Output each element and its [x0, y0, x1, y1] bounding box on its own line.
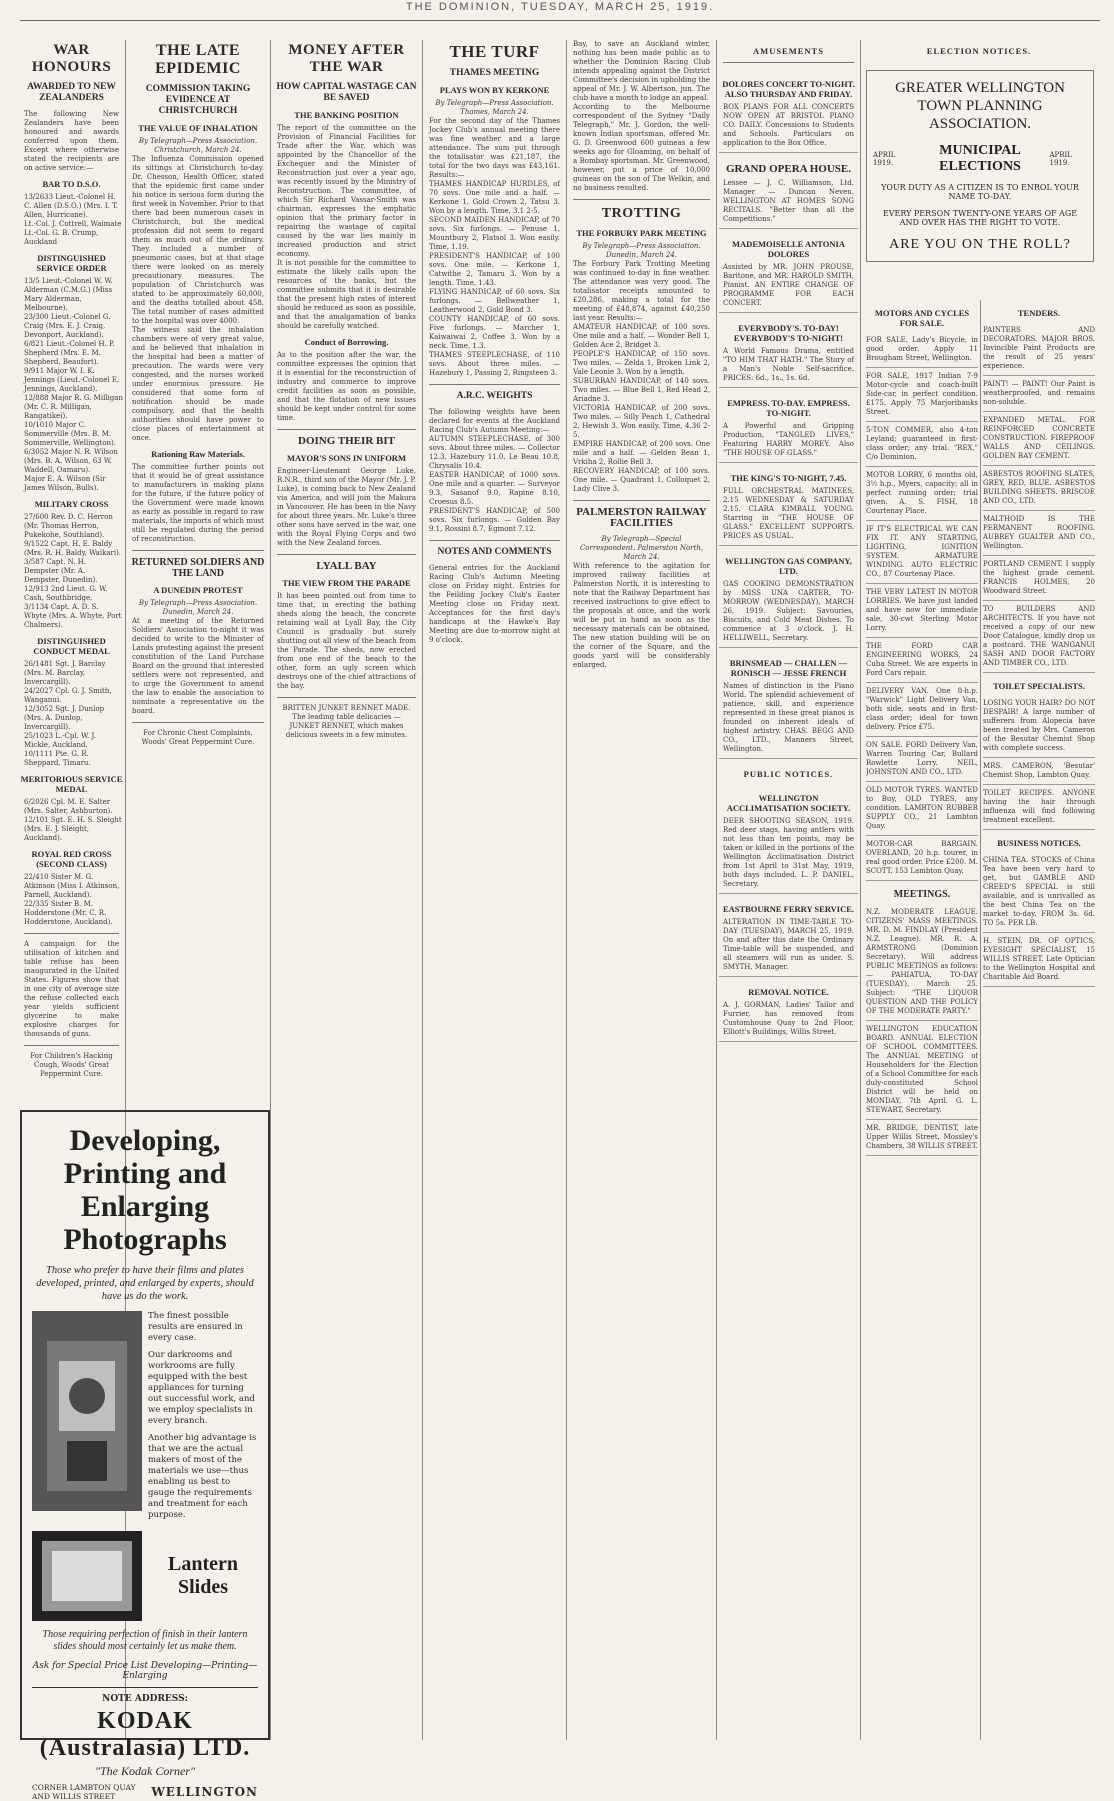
paragraph: At a meeting of the Returned Soldiers' Association to-night it was decided to write to the Minister of Lands protesting against the present constitution of the Land Purchase Board on the ground that interested settlers were not represented, and to urge the Government to amend the law to enable the association to nominate a representative on the board. — [132, 617, 264, 715]
paragraph: The report of the committee on the Provision of Financial Facilities for Trade after the War, which was appointed by the Chancellor of the Exchequer and the Minister of Reconstruction just over a year ago, was recently issued by the Ministry of Reconstruction. The committee, of which Sir Richard Vassar-Smith was chairman, expresses the emphatic opinion that the primary factor in repairing the wastage of capital caused by the war lies mainly in increased production and strict economy. — [277, 124, 416, 258]
race-result: THAMES STEEPLECHASE, of 110 sovs. About three miles. — Hazebury 1, Passing 2, Ringsteen 3. — [429, 351, 560, 377]
column-motors — [866, 300, 978, 1740]
race-result: FLYING HANDICAP, of 60 sovs. Six furlongs. — Bellweather 1, Leatherwood 2, Gold Bond 3. — [429, 288, 560, 314]
kodak-advertisement — [20, 1110, 270, 1801]
meeting-notice: WELLINGTON EDUCATION BOARD. ANNUAL ELECTION OF SCHOOL COMMITTEES. The ANNUAL MEETING of Householders for the Election of a School Committee for each duly-constituted School District will be held on MONDAY, 7th April. G. L. STEWART, Secretary. — [866, 1021, 978, 1120]
section-title: THE TURF — [449, 42, 540, 61]
subheading: MILITARY CROSS — [34, 499, 109, 509]
paragraph: General entries for the Auckland Racing Club's Autumn Meeting close on Friday night. Entries for the Feilding Jockey Club's Easter Meeting close on Friday next. Acceptances for the first day's handicaps at the Hawke's Bay Meeting are due to-morrow night at 9 o'clock. — [429, 564, 560, 644]
section-subtitle: THAMES MEETING — [449, 68, 540, 78]
ad-paragraph: Our darkrooms and workrooms are fully equipped with the best appliances for turning out successful work, and we employ specialists in every branch. — [148, 1350, 255, 1426]
tender-ad: PAINTERS AND DECORATORS. MAJOR BROS. Invincible Paint Products are the result of 25 years' experience. — [983, 322, 1095, 376]
association-name: GREATER WELLINGTON TOWN PLANNING ASSOCIATION. — [895, 80, 1065, 132]
ad-body: FULL ORCHESTRAL MATINEES, 2.15 WEDNESDAY & SATURDAY 2.15. CLARA KIMBALL YOUNG. Starring in "THE HOUSE OF GLASS." EXCELLENT SUPPORTS. PRICES AS USUAL. — [723, 487, 854, 540]
ad-headline: Developing, Printing and Enlarging Photographs — [63, 1124, 227, 1256]
byline: By Telegraph—Press Association. Dunedin, March 24. — [582, 242, 701, 259]
ad-title: THE KING'S TO-NIGHT, 7.45. — [730, 473, 847, 483]
subheading: THE FORBURY PARK MEETING — [576, 228, 707, 238]
column-war-honours — [20, 40, 123, 1120]
ad-title: BRINSMEAD — CHALLEN — RONISCH — JESSE FRENCH — [729, 658, 848, 678]
subheading: DISTINGUISHED SERVICE ORDER — [36, 253, 107, 273]
divider — [429, 384, 560, 385]
tender-ad: PORTLAND CEMENT. I supply the highest grade cement. FRANCIS HOLMES, 20 Woodward Street. — [983, 556, 1095, 601]
ad-title: MADEMOISELLE ANTONIA DOLORES — [732, 239, 845, 259]
date-left: APRIL 1919. — [873, 151, 896, 167]
paragraph: The following weights have been declared for events at the Auckland Racing Club's Autumn Meeting:— — [429, 408, 560, 434]
divider — [573, 500, 710, 501]
amusement-ad — [719, 69, 858, 153]
tender-ad: PAINT! — PAINT! Our Paint is weatherproofed, and remains non-soluble. — [983, 376, 1095, 412]
section-heading: PUBLIC NOTICES. — [743, 769, 834, 779]
ad-body: BOX PLANS FOR ALL CONCERTS NOW OPEN AT BRISTOL PIANO CO. DAILY. Concessions to Students and Schools. Particulars on application to the Box Office. — [723, 103, 854, 147]
section-title: WAR HONOURS — [31, 42, 112, 75]
notice-text: For Chronic Chest Complaints, Woods' Great Peppermint Cure. — [141, 729, 255, 746]
divider — [24, 933, 119, 934]
section-title: A.R.C. WEIGHTS — [456, 391, 533, 401]
ad-title: WELLINGTON GAS COMPANY, LTD. — [725, 556, 852, 576]
column-turf-continued — [569, 40, 714, 1740]
amusement-ad — [719, 313, 858, 388]
list-item: 26/1481 Sgt. J. Barclay (Mrs. M. Barclay, Invercargill). — [24, 660, 106, 686]
subheading: A DUNEDIN PROTEST — [153, 585, 243, 595]
paragraph: With reference to the agitation for improved railway facilities at Palmerston North, it is interesting to note that the Railway Department has received instructions to give effect to the proposals at once, and the work will be put in hand as soon as the necessary materials can be obtained. The new station building will be on the corner of the Square, and the goods yard will be considerably enlarged. — [573, 562, 710, 669]
classified-ad: DELIVERY VAN. One 8-h.p. "Warwick" Light Delivery Van, both side, seats and in first-class order; ideal for town delivery. Price £75. — [866, 683, 978, 737]
ad-title: EMPRESS. TO-DAY. EMPRESS. TO-NIGHT. — [727, 398, 850, 418]
ad-tagline: Those who prefer to have their films and plates developed, printed, and enlarged by experts, should have us do the work. — [36, 1265, 254, 1302]
column-rule — [980, 300, 981, 1740]
paragraph: The Forbury Park Trotting Meeting was continued to-day in fine weather. The attendance was very good. The totalisator receipts amounted to £20,286, making a total for the meeting of £48,874, against £40,250 last year. Results:— — [573, 260, 710, 322]
public-notice — [719, 894, 858, 977]
paragraph: For the second day of the Thames Jockey Club's annual meeting there was fine weather and a large attendance. The sum put through the totalisator was £21,187, the total for the two days was £43,161. Results:— — [429, 117, 560, 179]
divider — [32, 1687, 258, 1688]
section-heading: MEETINGS. — [893, 889, 951, 900]
list-item: 10/1010 Major C. Sommerville (Mrs. B. M. Sommerville, Wellington). — [24, 421, 117, 447]
list-item: 6/3052 Major N. R. Wilson (Mrs. B. A. Wilson, 63 W. Waddell, Oamaru). — [24, 448, 118, 474]
amusement-ad — [719, 229, 858, 313]
brand-tagline: "The Kodak Corner" — [94, 1764, 196, 1778]
divider — [132, 550, 264, 551]
list-item: 12/888 Major R. G. Milligan (Mr. C. R. Milligan, Rangatikei). — [24, 394, 123, 420]
note-label: NOTE ADDRESS: — [102, 1694, 188, 1704]
classified-ad: FOR SALE, 1917 Indian 7-9 Motor-cycle and coach-built Side-car, in perfect condition. £175. Apply 75 Marjoribanks Street. — [866, 368, 978, 422]
divider — [723, 62, 854, 63]
slide-icon — [37, 1536, 137, 1616]
tender-ad: MALTHOID IS THE PERMANENT ROOFING. AUBREY GUALTER AND CO., Wellington. — [983, 511, 1095, 556]
divider — [277, 554, 416, 555]
classified-ad: THE VERY LATEST IN MOTOR LORRIES. We have just landed and have now for immediate sale, 30-cwt Sterling Motor Lorry. — [866, 584, 978, 638]
ad-body: Lessee — J. C. Williamson, Ltd. Manager — Duncan Neven. WELLINGTON AT HOMES SONG RECITALS. "Better than all the Competitions." — [723, 179, 854, 223]
byline: By Telegraph—Press Association. Dunedin, March 24. — [138, 599, 258, 616]
divider — [132, 722, 264, 723]
divider — [24, 1045, 119, 1046]
intro-text: The following New Zealanders have been honoured and awards conferred upon them. Except where otherwise stated the recipients are on active service:— — [24, 110, 119, 172]
list-item: 12/913 2nd Lieut. G. W. Cash, Southbridge. — [24, 585, 108, 602]
subheading: THE BANKING POSITION — [294, 110, 399, 120]
section-heading: BUSINESS NOTICES. — [997, 838, 1081, 848]
address-text: CORNER LAMBTON QUAY AND WILLIS STREET — [32, 1783, 136, 1801]
list-item: 3/587 Capt. N. H. Dempster (Mr. A. Dempster, Dunedin). — [24, 558, 98, 584]
list-item: 13/2633 Lieut.-Colonel H. C. Allen (D.S.O.) (Mrs. I. T. Allen, Hurricane). — [24, 193, 118, 219]
subheading: PLAYS WON BY KERKONE — [439, 85, 550, 95]
race-result: PEOPLE'S HANDICAP, of 150 sovs. Two miles. — Zelda 1, Broken Link 2, Vale Leonie 3. Won by a length. — [573, 350, 710, 376]
meeting-notice: N.Z. MODERATE LEAGUE. CITIZENS' MASS MEETINGS. MR. D. M. FINDLAY (President N.Z. League). MR. R. A. ARMSTRONG (Dominion Secretary). Will address PUBLIC MEETINGS as follows:— PAHIATUA, TO-DAY (TUESDAY), March 25. Subject: "THE LIQUOR QUESTION AND THE POLICY OF THE MODERATE PARTY." — [866, 904, 978, 1021]
list-item: 23/300 Lieut.-Colonel G. Craig (Mrs. E. J. Craig, Devonport, Auckland). — [24, 313, 111, 339]
slides-text: Those requiring perfection of finish in their lantern slides should most certainly let us make them. — [42, 1629, 248, 1652]
section-subtitle: AWARDED TO NEW ZEALANDERS — [27, 82, 116, 103]
amusement-ad — [719, 463, 858, 546]
race-result: COUNTY HANDICAP, of 60 sovs. Five furlongs. — Marcher 1, Kaiwaiwai 2, Coffee 3. Won by a neck. Time, 1.3. — [429, 315, 560, 350]
amusement-ad — [719, 648, 858, 759]
section-heading: TENDERS. — [1017, 308, 1061, 318]
column-rule — [566, 40, 567, 1740]
section-title: LYALL BAY — [316, 560, 377, 572]
weights-item: EASTER HANDICAP, of 1000 sovs. One mile and a quarter. — Surveyor 9.3, Sasanof 9.0, Rapine 8.10, Croesus 8.5. — [429, 471, 560, 506]
ad-body: A World Famous Drama, entitled "TO HIM THAT HATH." The Story of a Man's Noble Self-sacrifice. PRICES: 6d., 1s., 1s. 6d. — [723, 347, 854, 382]
section-heading: TOILET SPECIALISTS. — [993, 681, 1085, 691]
classified-ad: IF IT'S ELECTRICAL WE CAN FIX IT. ANY STARTING, LIGHTING, IGNITION SYSTEM. ARMATURE WINDING. AUTO ELECTRIC CO., 87 Courtenay Place. — [866, 521, 978, 584]
classified-ad: ON SALE. FORD Delivery Van, Warren Touring Car, Bullard Rowlette Lorry. NEIL, JOHNSTON AND CO., LTD. — [866, 737, 978, 782]
column-amusements — [719, 40, 858, 1740]
elections-heading: MUNICIPAL ELECTIONS — [939, 143, 1021, 174]
ad-body: Assisted by MR. JOHN PROUSE, Baritone, and MR. HAROLD SMITH, Pianist. AN ENTIRE CHANGE OF PROGRAMME FOR EACH CONCERT. — [723, 263, 854, 307]
toilet-ad: LOSING YOUR HAIR? DO NOT DESPAIR! A large number of sufferers from Alopecia have been treated by Mrs. Cameron of the Besutar Chemist Shop with complete success. — [983, 695, 1095, 758]
subheading: MAYOR'S SONS IN UNIFORM — [287, 453, 406, 463]
section-title: RETURNED SOLDIERS AND THE LAND — [131, 557, 265, 579]
list-item: 10/1111 Pte. G. R. Sheppard, Timaru. — [24, 750, 91, 767]
closing-text: A campaign for the utilisation of kitchen and table refuse has been inaugurated in the United States. Figures show that in one city of average size the refuse collected each year yields sufficient glycerine to make explosive charges for thousands of guns. — [24, 940, 119, 1038]
classified-ad: MOTOR-CAR BARGAIN. OVERLAND, 20 h.p. tourer, in real good order. Price £200. M. SCOTT, 153 Lambton Quay. — [866, 836, 978, 881]
ask-text: Ask for Special Price List Developing—Printing—Enlarging — [32, 1661, 258, 1681]
paragraph: According to the Melbourne correspondent of the Sydney "Daily Telegraph," Mr. J. Gordon, the well-known Indian sportsman, offered Mr. G. D. Greenwood 600 guineas a few weeks ago for Gloaming, on behalf of a Bombay sportsman. Mr. Greenwood, however, put a price of 10,000 guineas on the son of The Welkin, and no business resulted. — [573, 103, 710, 192]
race-result: AMATEUR HANDICAP, of 100 sovs. One mile and a half. — Wonder Bell 1, Golden Ace 2, Bridget 3. — [573, 323, 710, 349]
column-rule — [270, 40, 271, 1740]
notice-body: ALTERATION IN TIME-TABLE TO-DAY (TUESDAY), MARCH 25, 1919. On and after this date the Ordinary Time-table will be suspended, and all steamers will run as under. S. SMYTH, Manager. — [723, 918, 854, 971]
list-item: 13/5 Lieut.-Colonel W. W. Alderman (C.M.G.) (Miss Mary Alderman, Melbourne). — [24, 277, 113, 312]
section-heading: AMUSEMENTS — [753, 46, 824, 56]
race-result: SECOND MAIDEN HANDICAP, of 70 sovs. Six furlongs. — Penuse 1, Mountbury 2, Flatsol 3. Won easily. Time, 1.19. — [429, 216, 560, 251]
ad-body: GAS COOKING DEMONSTRATION by MISS UNA CARTER, TO-MORROW (WEDNESDAY), MARCH 26, 1919. Subject: Savouries, Biscuits, and Cold Meat Dishes. To commence at 3 o'clock. J. H. HELLIWELL, Secretary. — [723, 580, 854, 642]
amusement-ad — [719, 153, 858, 229]
section-subtitle: HOW CAPITAL WASTAGE CAN BE SAVED — [276, 82, 417, 103]
ad-paragraph: Another big advantage is that we are the actual makers of most of the materials we use—thus enabling us best to gauge the requirements and treatment for each purpose. — [148, 1433, 257, 1520]
divider — [277, 697, 416, 698]
photo-illustration — [32, 1311, 142, 1511]
subheading: THE VIEW FROM THE PARADE — [282, 578, 411, 588]
ad-title: EVERYBODY'S. TO-DAY! EVERYBODY'S TO-NIGHT! — [733, 323, 844, 343]
list-item: 22/410 Sister M. G. Atkinson (Miss I. Atkinson, Parnell, Auckland). — [24, 873, 120, 899]
section-title: DOING THEIR BIT — [298, 435, 395, 447]
race-result: SUBURBAN HANDICAP, of 140 sovs. Two miles. — Blue Bell 1, Red Head 2, Ariadne 3. — [573, 377, 710, 403]
ad-body: Names of distinction in the Piano World. The splendid achievement of patience, skill, and experience represented in these great pianos is founded on inherent ideals of highest artistry. CHAS. BEGG AND CO., LTD., Manners Street, Wellington. — [723, 682, 854, 753]
subheading: DISTINGUISHED CONDUCT MEDAL — [33, 636, 110, 656]
section-title: TROTTING — [601, 206, 682, 221]
list-item: 6/2026 Cpl. M. E. Salter (Mrs. Salter, Ashburton). — [24, 798, 113, 815]
list-item: Major E. A. Wilson (Sir James Wilson, Bulls). — [24, 475, 106, 492]
public-notice — [719, 977, 858, 1042]
paragraph: As to the position after the war, the committee expresses the opinion that it is essential for the reconstruction of industry and commerce to improve credit facilities as soon as possible, and that the flotation of new issues should be kept under control for some time. — [277, 351, 416, 422]
list-item: 25/1023 L.-Cpl. W. J. Mickle, Auckland. — [24, 732, 96, 749]
divider — [573, 199, 710, 200]
roll-question: ARE YOU ON THE ROLL? — [889, 237, 1071, 252]
list-item: Lt.-Col. J. Cottrell, Waimate — [24, 220, 122, 228]
ad-paragraph: The finest possible results are ensured in every case. — [148, 1311, 243, 1343]
paragraph: The witness said the inhalation chambers were of very great value, and he believed that inhalation in the hospital had been a matter of precaution. The wards were very congested, and the nurses worked under enormous pressure. He considered that some form of notification should be made compulsory, and that the health authorities should have power to close places of entertainment at once. — [132, 326, 264, 442]
paragraph: It is not possible for the committee to estimate the likely calls upon the resources of the banks, but the committee submits that it is desirable that the present high rates of interest should be reduced as soon as possible, and that the amalgamation of banks should be carefully watched. — [277, 259, 416, 330]
weights-item: PRESIDENT'S HANDICAP, of 500 sovs. Six furlongs. — Golden Bay 9.1, Rossini 8.7, Egmont 7.12. — [429, 507, 560, 533]
date-right: APRIL 1919. — [1049, 151, 1072, 167]
slides-title: Lantern Slides — [168, 1553, 238, 1598]
column-the-turf — [425, 40, 564, 1740]
section-heading: MOTORS AND CYCLES FOR SALE. — [874, 308, 970, 328]
section-title: THE LATE EPIDEMIC — [155, 42, 241, 77]
paragraph: Engineer-Lieutenant George Luke, R.N.R., third son of the Mayor (Mr. J. P. Luke), is coming back to New Zealand via America, and will join the Makura in Vancouver. He has been in the Navy for about three years. Mr. Luke's three other sons have served in the war, one with the Royal Flying Corps and two with the New Zealand forces. — [277, 467, 416, 547]
section-title: PALMERSTON RAILWAY FACILITIES — [576, 506, 707, 529]
toilet-ad: MRS. CAMERON, 'Besutar' Chemist Shop, Lambton Quay. — [983, 758, 1095, 785]
classified-ad: OLD MOTOR TYRES. WANTED to Buy, OLD TYRES, any condition. LAMBTON RUBBER SUPPLY CO., 21 Lambton Quay. — [866, 782, 978, 836]
race-result: PRESIDENT'S HANDICAP, of 100 sovs. One mile. — Kerkone 1, Catwithe 2, Tamaru 3. Won by a length. Time, 1.43. — [429, 252, 560, 287]
race-result: VICTORIA HANDICAP, of 200 sovs. Two miles. — Silly Peach 1, Cathedral 2, Hewish 3. Won easily. Time, 4.36 2-5. — [573, 404, 710, 439]
ad-title: GRAND OPERA HOUSE. — [726, 163, 851, 175]
subheading: THE VALUE OF INHALATION — [138, 123, 258, 133]
subheading: ROYAL RED CROSS (SECOND CLASS) — [31, 849, 112, 869]
classified-ad: THE FORD CAR ENGINEERING WORKS, 24 Cuba Street. We are experts in Ford Cars repair. — [866, 638, 978, 683]
city-text: WELLINGTON — [151, 1785, 258, 1799]
list-item: 9/911 Major W. I. K. Jennings (Lieut.-Colonel E. Jennings, Auckland). — [24, 367, 120, 393]
byline: By Telegraph—Press Association. Christchurch, March 24. — [138, 137, 258, 154]
tender-ad: EXPANDED METAL. FOR REINFORCED CONCRETE CONSTRUCTION. FIREPROOF WALLS AND CEILINGS. GOLDEN BAY CEMENT. — [983, 412, 1095, 466]
municipal-election-ad — [866, 70, 1094, 262]
classified-ad: MOTOR LORRY, 6 months old, 3½ h.p., Myers, capacity; all in perfect running order; trial given. A. S. FISH, 18 Courtenay Place. — [866, 467, 978, 521]
notice-body: DEER SHOOTING SEASON, 1919. Red deer stags, having antlers with not less than ten points, may be taken or killed in the portions of the Wellington Acclimatisation District from 1st April to 31st May, 1919, both days included. L. P. DANIEL, Secretary. — [723, 817, 854, 888]
notice-title: EASTBOURNE FERRY SERVICE. — [722, 904, 855, 914]
list-item: 12/3052 Sgt. J. Dunlop (Mrs. A. Dunlop, Invercargill). — [24, 705, 105, 731]
notice-title: REMOVAL NOTICE. — [748, 987, 829, 997]
weights-item: AUTUMN STEEPLECHASE, of 300 sovs. About three miles. — Collector 12.3, Hazebury 11.0, Le Beau 10.8, Chrysalis 10.4. — [429, 435, 560, 470]
column-tenders — [983, 300, 1095, 1740]
subheading: Rationing Raw Materials. — [151, 449, 245, 459]
list-item: 6/821 Lieut.-Colonel H. P. Shepherd (Mrs. E. M. Shepherd, Beaufort). — [24, 340, 115, 366]
business-ad: H. STEIN, DR. OF OPTICS, EYESIGHT SPECIALIST, 15 WILLIS STREET. Late Optician to the Wellington Hospital and Charitable Aid Board. — [983, 933, 1095, 987]
subheading: Conduct of Borrowing. — [304, 337, 389, 347]
tender-ad: ASBESTOS ROOFING SLATES, GREY, RED, BLUE. ASBESTOS BUILDING SHEETS. BRISCOE AND CO., LTD. — [983, 466, 1095, 511]
list-item: 3/1134 Capt. A. D. S. Whyte (Mrs. A. Whyte, Port Chalmers). — [24, 603, 122, 629]
amusement-ad — [719, 546, 858, 648]
list-item: Lt.-Col. G. B. Crump, Auckland — [24, 229, 99, 246]
paragraph: Bay, to save an Auckland winter, nothing has been made public as to whether the Dominion Racing Club intends appealing against the District Committee's decision in upholding the appeal of Mr. J. W. Albertson, jun. The club have a month to lodge an appeal. — [573, 40, 710, 102]
notice-body: A. J. GORMAN, Ladies' Tailor and Furrier, has removed from Customhouse Quay to 2nd Floor, Elliott's Buildings, Willis Street. — [723, 1001, 854, 1036]
business-ad: CHINA TEA. STOCKS of China Tea have been very hard to get, but GAMBLE AND CREED'S SPECIAL is still available, and is unrivalled as the best China Tea on the market to-day. FROM 3s. 6d. TO 5s. PER LB. — [983, 852, 1095, 933]
every-text: EVERY PERSON TWENTY-ONE YEARS OF AGE AND OVER HAS THE RIGHT TO VOTE. — [882, 209, 1078, 227]
section-title: NOTES AND COMMENTS — [437, 547, 552, 557]
meeting-notice: MR. BRIDGE, DENTIST, late Upper Willis Street, Mossley's Chambers, 38 WILLIS STREET. — [866, 1120, 978, 1156]
divider — [277, 429, 416, 430]
column-rule — [716, 40, 717, 1740]
classified-ad: FOR SALE, Lady's Bicycle, in good order. Apply 11 Brougham Street, Wellington. — [866, 332, 978, 368]
section-subtitle: COMMISSION TAKING EVIDENCE AT CHRISTCHURCH — [145, 84, 251, 116]
duty-text: YOUR DUTY AS A CITIZEN IS TO ENROL YOUR NAME TO-DAY. — [881, 183, 1079, 201]
masthead: THE DOMINION, TUESDAY, MARCH 25, 1919. — [20, 0, 1100, 21]
lantern-slide-image — [32, 1531, 142, 1621]
notice-title: WELLINGTON ACCLIMATISATION SOCIETY. — [726, 793, 851, 813]
subheading: MERITORIOUS SERVICE MEDAL — [20, 774, 123, 794]
notice-text: For Children's Hacking Cough, Woods' Great Peppermint Cure. — [30, 1052, 113, 1078]
list-item: 22/335 Sister B. M. Hodderstone (Mr. C. R. Hodderstone, Auckland). — [24, 900, 113, 926]
tender-ad: TO BUILDERS AND ARCHITECTS. If you have not received a copy of our new Door Catalogue, kindly drop us a postcard. THE WANGANUI SASH AND DOOR FACTORY AND TIMBER CO., LTD. — [983, 601, 1095, 673]
column-rule — [422, 40, 423, 1740]
paragraph: The committee further points out that it would be of great assistance to manufacturers in making plans for the future, if the future policy of the Government were made known as early as possible in regard to raw materials, the imports of which must still be regulated during the period of reconstruction. — [132, 463, 264, 543]
ad-body: A Powerful and Gripping Production, "TANGLED LIVES," Featuring HARRY MOREY. Also "THE HOUSE OF GLASS." — [723, 422, 854, 457]
column-money-after-war — [273, 40, 420, 1740]
list-item: 27/600 Rev. D. C. Herron (Mr. Thomas Herron, Pukekohe, Southland). — [24, 513, 113, 539]
paragraph: It has been pointed out from time to time that, in erecting the bathing sheds along the beach, the concrete retaining wall at Lyall Bay, the City Council is gradually but surely shutting out all view of the beach from the Parade. The sheds, now erected from one end of the beach to the other, form an ugly screen which destroys one of the chief attractions of the bay. — [277, 592, 416, 690]
section-heading: ELECTION NOTICES. — [926, 46, 1032, 56]
race-result: EMPIRE HANDICAP, of 200 sovs. One mile and a half. — Gelden Bean 1, Vrkiha 2, Rollie Bell 3. — [573, 440, 710, 466]
camera-icon — [37, 1321, 137, 1511]
public-notice — [719, 783, 858, 894]
byline: By Telegraph—Press Association. Thames, March 24. — [435, 99, 554, 116]
race-result: THAMES HANDICAP HURDLES, of 70 sovs. One mile and a half. — Kerkone 1, Gold Crown 2, Tatsu 3. Won by a length. Time, 3.1 2-5. — [429, 180, 560, 215]
column-rule — [860, 40, 861, 1740]
race-result: RECOVERY HANDICAP, of 100 sovs. One mile. — Quadrant 1, Colloquet 2, Lady Clive 3. — [573, 467, 710, 493]
section-title: MONEY AFTER THE WAR — [288, 42, 405, 75]
list-item: 9/1522 Capt. H. E. Baldy (Mrs. R. H. Baldy, Waikari). — [24, 540, 122, 557]
notice-text: BRITTEN JUNKET RENNET MADE. The leading table delicacies — JUNKET RENNET, which makes delicious sweets in a few minutes. — [282, 704, 411, 739]
subheading: BAR TO D.S.O. — [42, 179, 101, 189]
list-item: 12/101 Sgt. E. H. S. Sleight (Mrs. E. J. Sleight, Auckland). — [24, 816, 122, 842]
amusement-ad — [719, 388, 858, 463]
ad-title: DOLORES CONCERT TO-NIGHT. ALSO THURSDAY AND FRIDAY. — [722, 79, 855, 99]
byline: By Telegraph—Special Correspondent. Palmerston North, March 24. — [579, 535, 704, 561]
column-late-epidemic — [128, 40, 268, 1090]
toilet-ad: TOILET RECIPES. ANYONE having the hair through influenza will find following treatment excellent. — [983, 785, 1095, 830]
paragraph: The Influenza Commission opened its sittings at Christchurch to-day. Dr. Chesson, Health Officer, stated that the epidemic first came under his notice in serious form during the first week in November. Prior to that there had been numerous cases in Christchurch, but the medical profession did not seem to regard them as much out of the ordinary. They included a number of pneumonic cases, but at that stage there were looked on as merely precautionary measures. The population of Christchurch was stated to be approximately 60,000, and the deaths totalled about 458. The total number of cases admitted to the hospital was over 4000. — [132, 155, 264, 325]
divider — [429, 540, 560, 541]
list-item: 24/2027 Cpl. G. J. Smith, Wanganui. — [24, 687, 112, 704]
brand-name: KODAK (Australasia) LTD. — [39, 1708, 251, 1761]
classified-ad: 5-TON COMMER, also 4-ton Leyland; guaranteed in first-class order; any trial. "REX," C/o Dominion. — [866, 422, 978, 467]
